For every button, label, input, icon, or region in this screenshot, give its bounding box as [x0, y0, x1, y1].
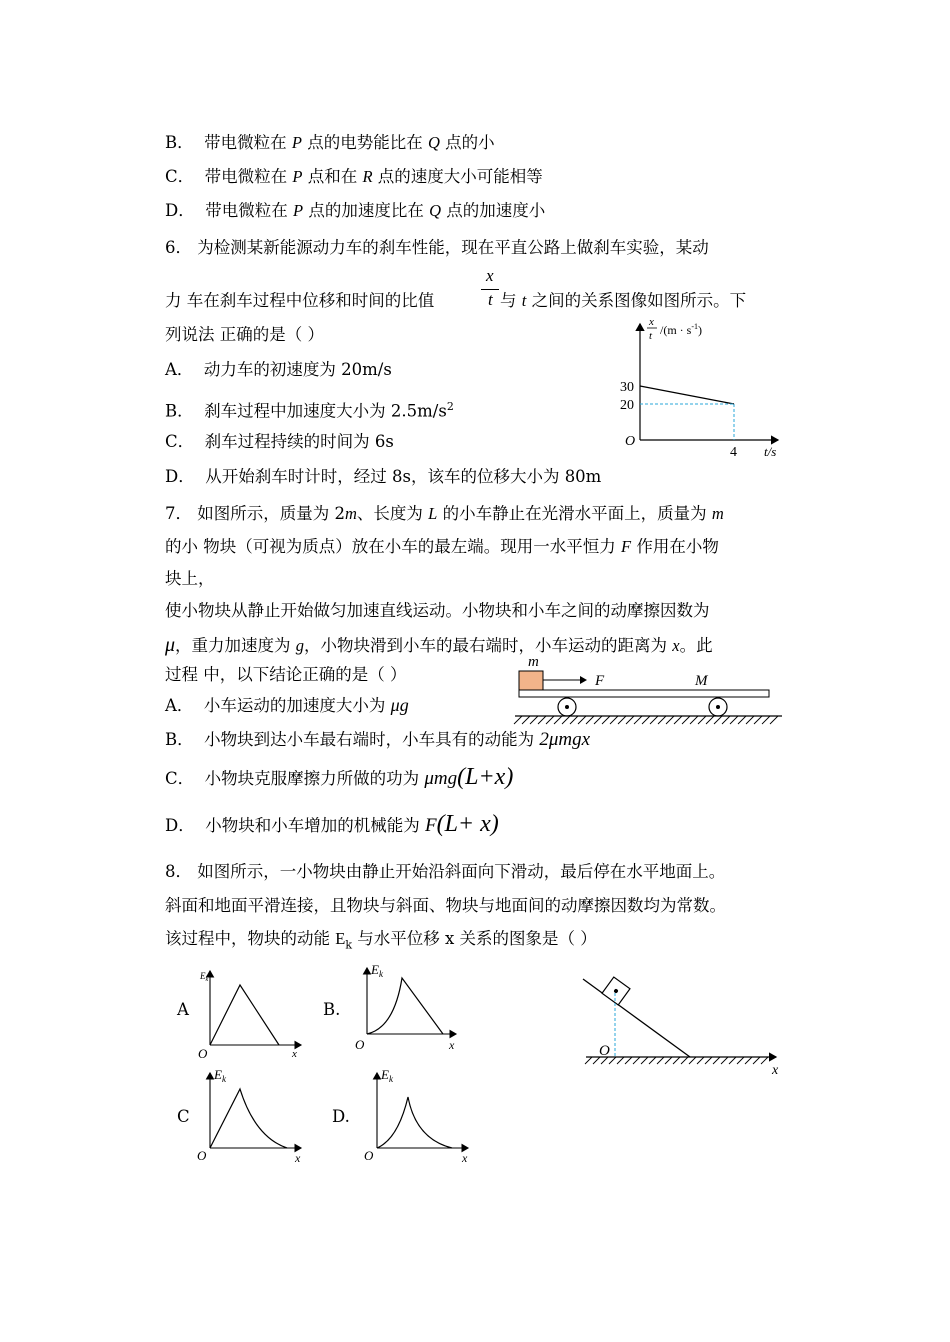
curve-c — [210, 1089, 287, 1148]
q7-stem-line5: μ，重力加速度为 g，小物块滑到小车的最右端时，小车运动的距离为 x。此 — [165, 634, 713, 656]
origin-label: O — [198, 1046, 208, 1061]
origin-label: O — [355, 1037, 365, 1052]
ground-hatch — [585, 1057, 768, 1064]
q8-graph-a — [195, 965, 310, 1065]
y-label-denominator: t — [649, 330, 653, 342]
q7-stem-line1: 7． 如图所示，质量为 2m、长度为 L 的小车静止在光滑水平面上，质量为 m — [165, 504, 724, 523]
axis-label-ek: $E_k$ — [200, 971, 209, 983]
axis-label-ek: $E_k$ — [381, 1067, 393, 1084]
q8-incline-figure — [578, 970, 788, 1080]
q8-stem-line3: 该过程中，物块的动能 $E_k$ 与水平位移 x 关系的图象是（ ） — [165, 929, 597, 952]
x-label: x — [292, 1048, 297, 1060]
y-tick-label: 30 — [620, 380, 634, 395]
q5-option-c: C． 带电微粒在 P 点和在 R 点的速度大小可能相等 — [165, 167, 543, 186]
origin-label: O — [364, 1148, 374, 1163]
q8-graph-d — [362, 1067, 477, 1167]
x-label: x — [462, 1151, 468, 1165]
origin-label: O — [197, 1148, 207, 1163]
block-mass-label: m — [528, 654, 539, 670]
origin-label: O — [599, 1043, 610, 1059]
q7-stem-line6: 过程 中，以下结论正确的是（ ） — [165, 665, 407, 684]
x-label: x — [295, 1151, 301, 1165]
q8-stem-line2: 斜面和地面平滑连接，且物块与斜面、物块与地面间的动摩擦因数均为常数。 — [165, 896, 726, 915]
q6-option-d: D． 从开始刹车时计时，经过 8s，该车的位移大小为 80m — [165, 467, 602, 486]
cart-body — [519, 690, 769, 697]
q5-option-d: D． 带电微粒在 P 点的加速度比在 Q 点的加速度小 — [165, 201, 546, 220]
q8-option-c-label: C — [177, 1107, 190, 1126]
y-label-unit: $/(m \cdot s^{-1})$ — [660, 322, 703, 337]
force-label: F — [595, 673, 605, 689]
curve-d — [377, 1097, 452, 1148]
q6-vt-graph — [600, 312, 790, 462]
q8-option-d-label: D. — [332, 1107, 350, 1126]
q7-stem-line3: 块上， — [165, 569, 215, 588]
q6-fraction-denominator: t — [488, 290, 493, 309]
q6-option-c: C． 刹车过程持续的时间为 6s — [165, 432, 394, 451]
axis-label-ek: $E_k$ — [214, 1067, 226, 1084]
data-line — [640, 386, 734, 404]
x-axis-label: t/s — [764, 444, 777, 459]
q8-option-a-label: A — [177, 1000, 189, 1019]
q8-stem-line1: 8． 如图所示，一小物块由静止开始沿斜面向下滑动，最后停在水平地面上。 — [165, 862, 726, 881]
q5-option-b: B． 带电微粒在 P 点的电势能比在 Q 点的小 — [165, 133, 495, 152]
q8-graph-b — [352, 962, 467, 1062]
q7-stem-line4: 使小物块从静止开始做匀加速直线运动。小物块和小车之间的动摩擦因数为 — [165, 601, 710, 620]
q6-option-b: B． 刹车过程中加速度大小为 $2.5m/s^2$ — [165, 400, 454, 421]
q7-stem-line2: 的小 物块（可视为质点）放在小车的最左端。现用一水平恒力 F 作用在小物 — [165, 537, 719, 556]
x-tick-label: 4 — [730, 445, 737, 460]
q6-stem-line3: 列说法 正确的是（ ） — [165, 325, 324, 344]
q7-option-c: C． 小物块克服摩擦力所做的功为 μmg(L+x) — [165, 764, 514, 790]
q7-option-b: B． 小物块到达小车最右端时，小车具有的动能为 2μmgx — [165, 729, 591, 750]
sliding-block — [602, 977, 630, 1005]
curve-b — [367, 978, 443, 1034]
curve-a — [210, 985, 279, 1045]
q7-option-a: A． 小车运动的加速度大小为 μg — [165, 695, 409, 715]
q7-cart-figure — [510, 652, 790, 728]
axis-label-ek: $E_k$ — [371, 962, 383, 979]
x-label: x — [449, 1038, 455, 1052]
x-label: x — [772, 1063, 779, 1078]
y-tick-label: 20 — [620, 398, 634, 413]
q6-option-a: A． 动力车的初速度为 20m/s — [165, 360, 392, 379]
q8-graph-c — [195, 1067, 310, 1167]
q6-fraction-numerator: x — [486, 266, 494, 285]
cart-mass-label: M — [695, 673, 708, 689]
block — [519, 671, 543, 690]
q8-option-b-label: B. — [323, 1000, 341, 1019]
q6-stem-line2: 力 车在刹车过程中位移和时间的比值 — [165, 291, 435, 310]
ground-hatch — [514, 716, 778, 724]
q6-stem-line2-tail: 与 t 之间的关系图像如图所示。下 — [500, 291, 747, 310]
q7-option-d: D． 小物块和小车增加的机械能为 F(L+ x) — [165, 811, 499, 837]
q6-stem-line1: 6． 为检测某新能源动力车的刹车性能，现在平直公路上做刹车实验，某动 — [165, 238, 709, 257]
origin-label: O — [625, 434, 636, 449]
y-label-numerator: x — [649, 316, 654, 328]
